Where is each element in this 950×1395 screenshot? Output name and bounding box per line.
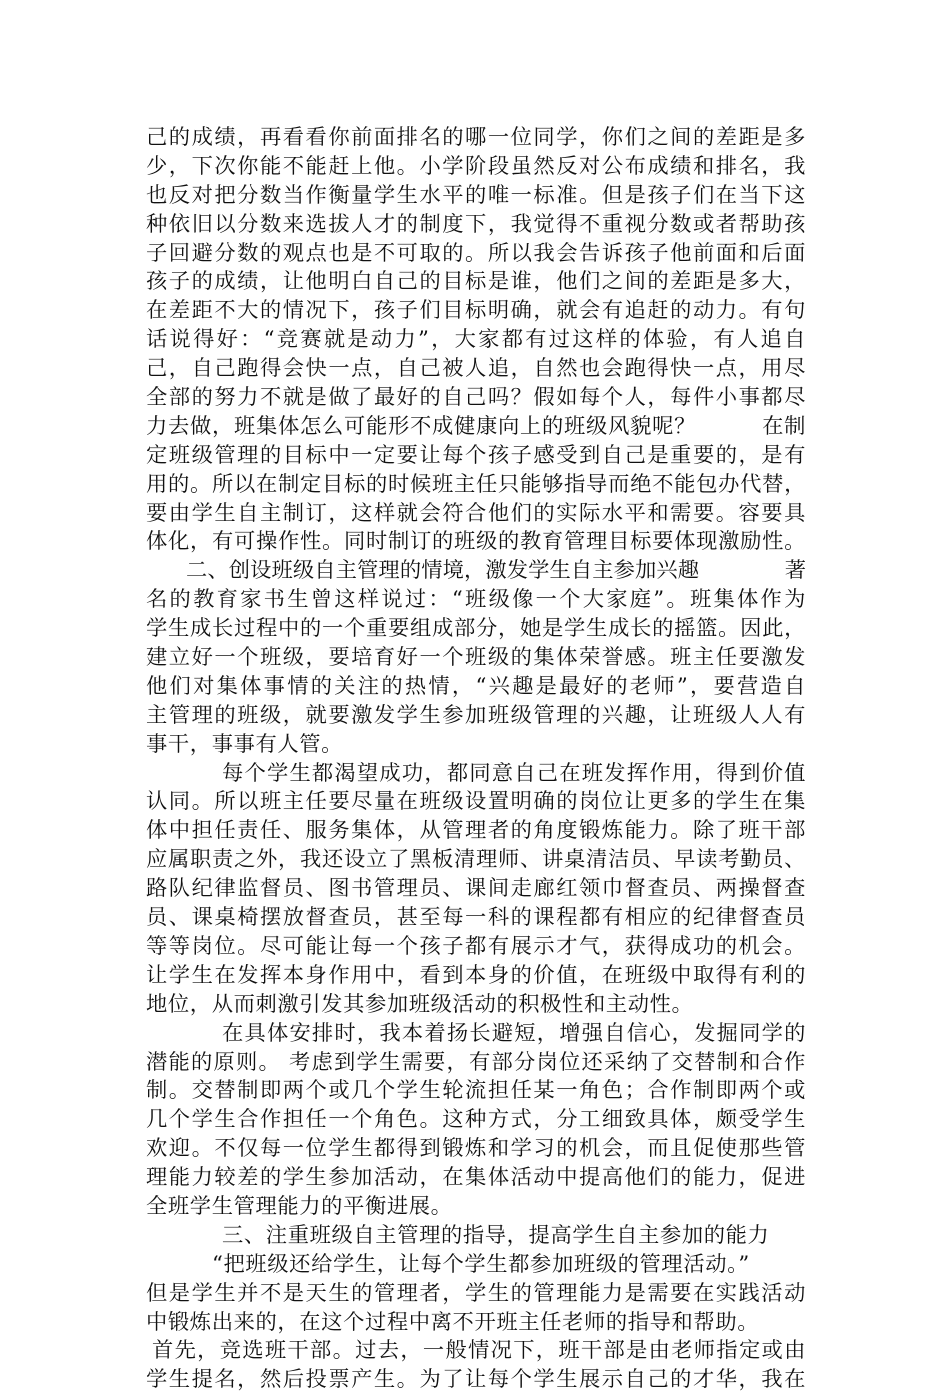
- text-line: 学生提名，然后投票产生。为了让每个学生展示自己的才华，我在: [146, 1367, 806, 1393]
- quote-line: “把班级还给学生，让每个学生都参加班级的管理活动。”: [212, 1251, 750, 1277]
- text-line: 也反对把分数当作衡量学生水平的唯一标准。但是孩子们在当下这: [146, 182, 806, 208]
- text-line: 建立好一个班级，要培育好一个班级的集体荣誉感。班主任要激发: [146, 645, 806, 671]
- paragraph-start: 每个学生都渴望成功，都同意自己在班发挥作用，得到价值: [222, 760, 806, 786]
- text-line: 子回避分数的观点也是不可取的。所以我会告诉孩子他前面和后面: [146, 240, 806, 266]
- text-line: 主管理的班级，就要激发学生参加班级管理的兴趣，让班级人人有: [146, 702, 806, 728]
- text-line: 认同。所以班主任要尽量在班级设置明确的岗位让更多的学生在集: [146, 789, 806, 815]
- text-line: 己的成绩，再看看你前面排名的哪一位同学，你们之间的差距是多: [146, 125, 806, 150]
- section-heading-2: 二、创设班级自主管理的情境，激发学生自主参加兴趣 著: [186, 558, 806, 584]
- text-line: 但是学生并不是天生的管理者，学生的管理能力是需要在实践活动: [146, 1280, 806, 1306]
- text-line: 路队纪律监督员、图书管理员、课间走廊红领巾督查员、两操督查: [146, 876, 806, 902]
- text-line: 他们对集体事情的关注的热情，“兴趣是最好的老师”，要营造自: [146, 673, 806, 699]
- text-line: 地位，从而刺激引发其参加班级活动的积极性和主动性。: [146, 991, 694, 1017]
- text-line: 用的。所以在制定目标的时候班主任只能够指导而绝不能包办代替，: [146, 471, 806, 497]
- text-line: 名的教育家书生曾这样说过：“班级像一个大家庭”。班集体作为: [146, 587, 806, 613]
- document-body: [146, 124, 806, 1395]
- text-line: 制。交替制即两个或几个学生轮流担任某一角色；合作制即两个或: [146, 1078, 806, 1104]
- text-line: 潜能的原则。 考虑到学生需要，有部分岗位还采纳了交替制和合作: [146, 1049, 806, 1075]
- text-line: 几个学生合作担任一个角色。这种方式，分工细致具体，颇受学生: [146, 1107, 806, 1133]
- text-line: 理能力较差的学生参加活动，在集体活动中提高他们的能力，促进: [146, 1165, 806, 1191]
- text-line: 体化，有可操作性。同时制订的班级的教育管理目标要体现激励性。: [146, 529, 806, 555]
- text-line: 体中担任责任、服务集体，从管理者的角度锻炼能力。除了班干部: [146, 818, 806, 844]
- text-line: 孩子的成绩，让他明白自己的目标是谁，他们之间的差距是多大，: [146, 269, 806, 295]
- paragraph-start: 在具体安排时，我本着扬长避短，增强自信心，发掘同学的: [222, 1020, 806, 1046]
- text-line: 学生成长过程中的一个重要组成部分，她是学生成长的摇篮。因此，: [146, 616, 806, 642]
- text-line: 种依旧以分数来选拔人才的制度下，我觉得不重视分数或者帮助孩: [146, 211, 806, 237]
- text-line: 全班学生管理能力的平衡进展。: [146, 1193, 453, 1219]
- text-line: 力去做，班集体怎么可能形不成健康向上的班级风貌呢？ 在制: [146, 413, 806, 439]
- section-heading-3: 三、注重班级自主管理的指导，提高学生自主参加的能力: [222, 1222, 770, 1248]
- text-line: 欢迎。不仅每一位学生都得到锻炼和学习的机会，而且促使那些管: [146, 1136, 806, 1162]
- text-line: 全部的努力不就是做了最好的自己吗？假如每个人，每件小事都尽: [146, 385, 806, 411]
- paragraph-start: 首先，竞选班干部。过去，一般情况下，班干部是由老师指定或由: [152, 1338, 806, 1364]
- text-line: 等等岗位。尽可能让每一个孩子都有展示才气，获得成功的机会。: [146, 933, 806, 959]
- text-line: 员、课桌椅摆放督查员，甚至每一科的课程都有相应的纪律督查员: [146, 905, 806, 931]
- text-line: 事干，事事有人管。: [146, 731, 344, 757]
- text-line: 要由学生自主制订，这样就会符合他们的实际水平和需要。容要具: [146, 500, 806, 526]
- text-line: 己，自己跑得会快一点，自己被人追，自然也会跑得快一点，用尽: [146, 356, 806, 382]
- text-line: 应属职责之外，我还设立了黑板清理师、讲桌清洁员、早读考勤员、: [146, 847, 806, 873]
- text-line: 话说得好：“竞赛就是动力”，大家都有过这样的体验，有人追自: [146, 327, 806, 353]
- text-line: 在差距不大的情况下，孩子们目标明确，就会有追赶的动力。有句: [146, 298, 806, 324]
- text-line: 让学生在发挥本身作用中，看到本身的价值，在班级中取得有利的: [146, 962, 806, 988]
- text-line: 少，下次你能不能赶上他。小学阶段虽然反对公布成绩和排名，我: [146, 153, 806, 179]
- text-line: 中锻炼出来的，在这个过程中离不开班主任老师的指导和帮助。: [146, 1309, 760, 1335]
- text-line: 定班级管理的目标中一定要让每个孩子感受到自己是重要的，是有: [146, 442, 806, 468]
